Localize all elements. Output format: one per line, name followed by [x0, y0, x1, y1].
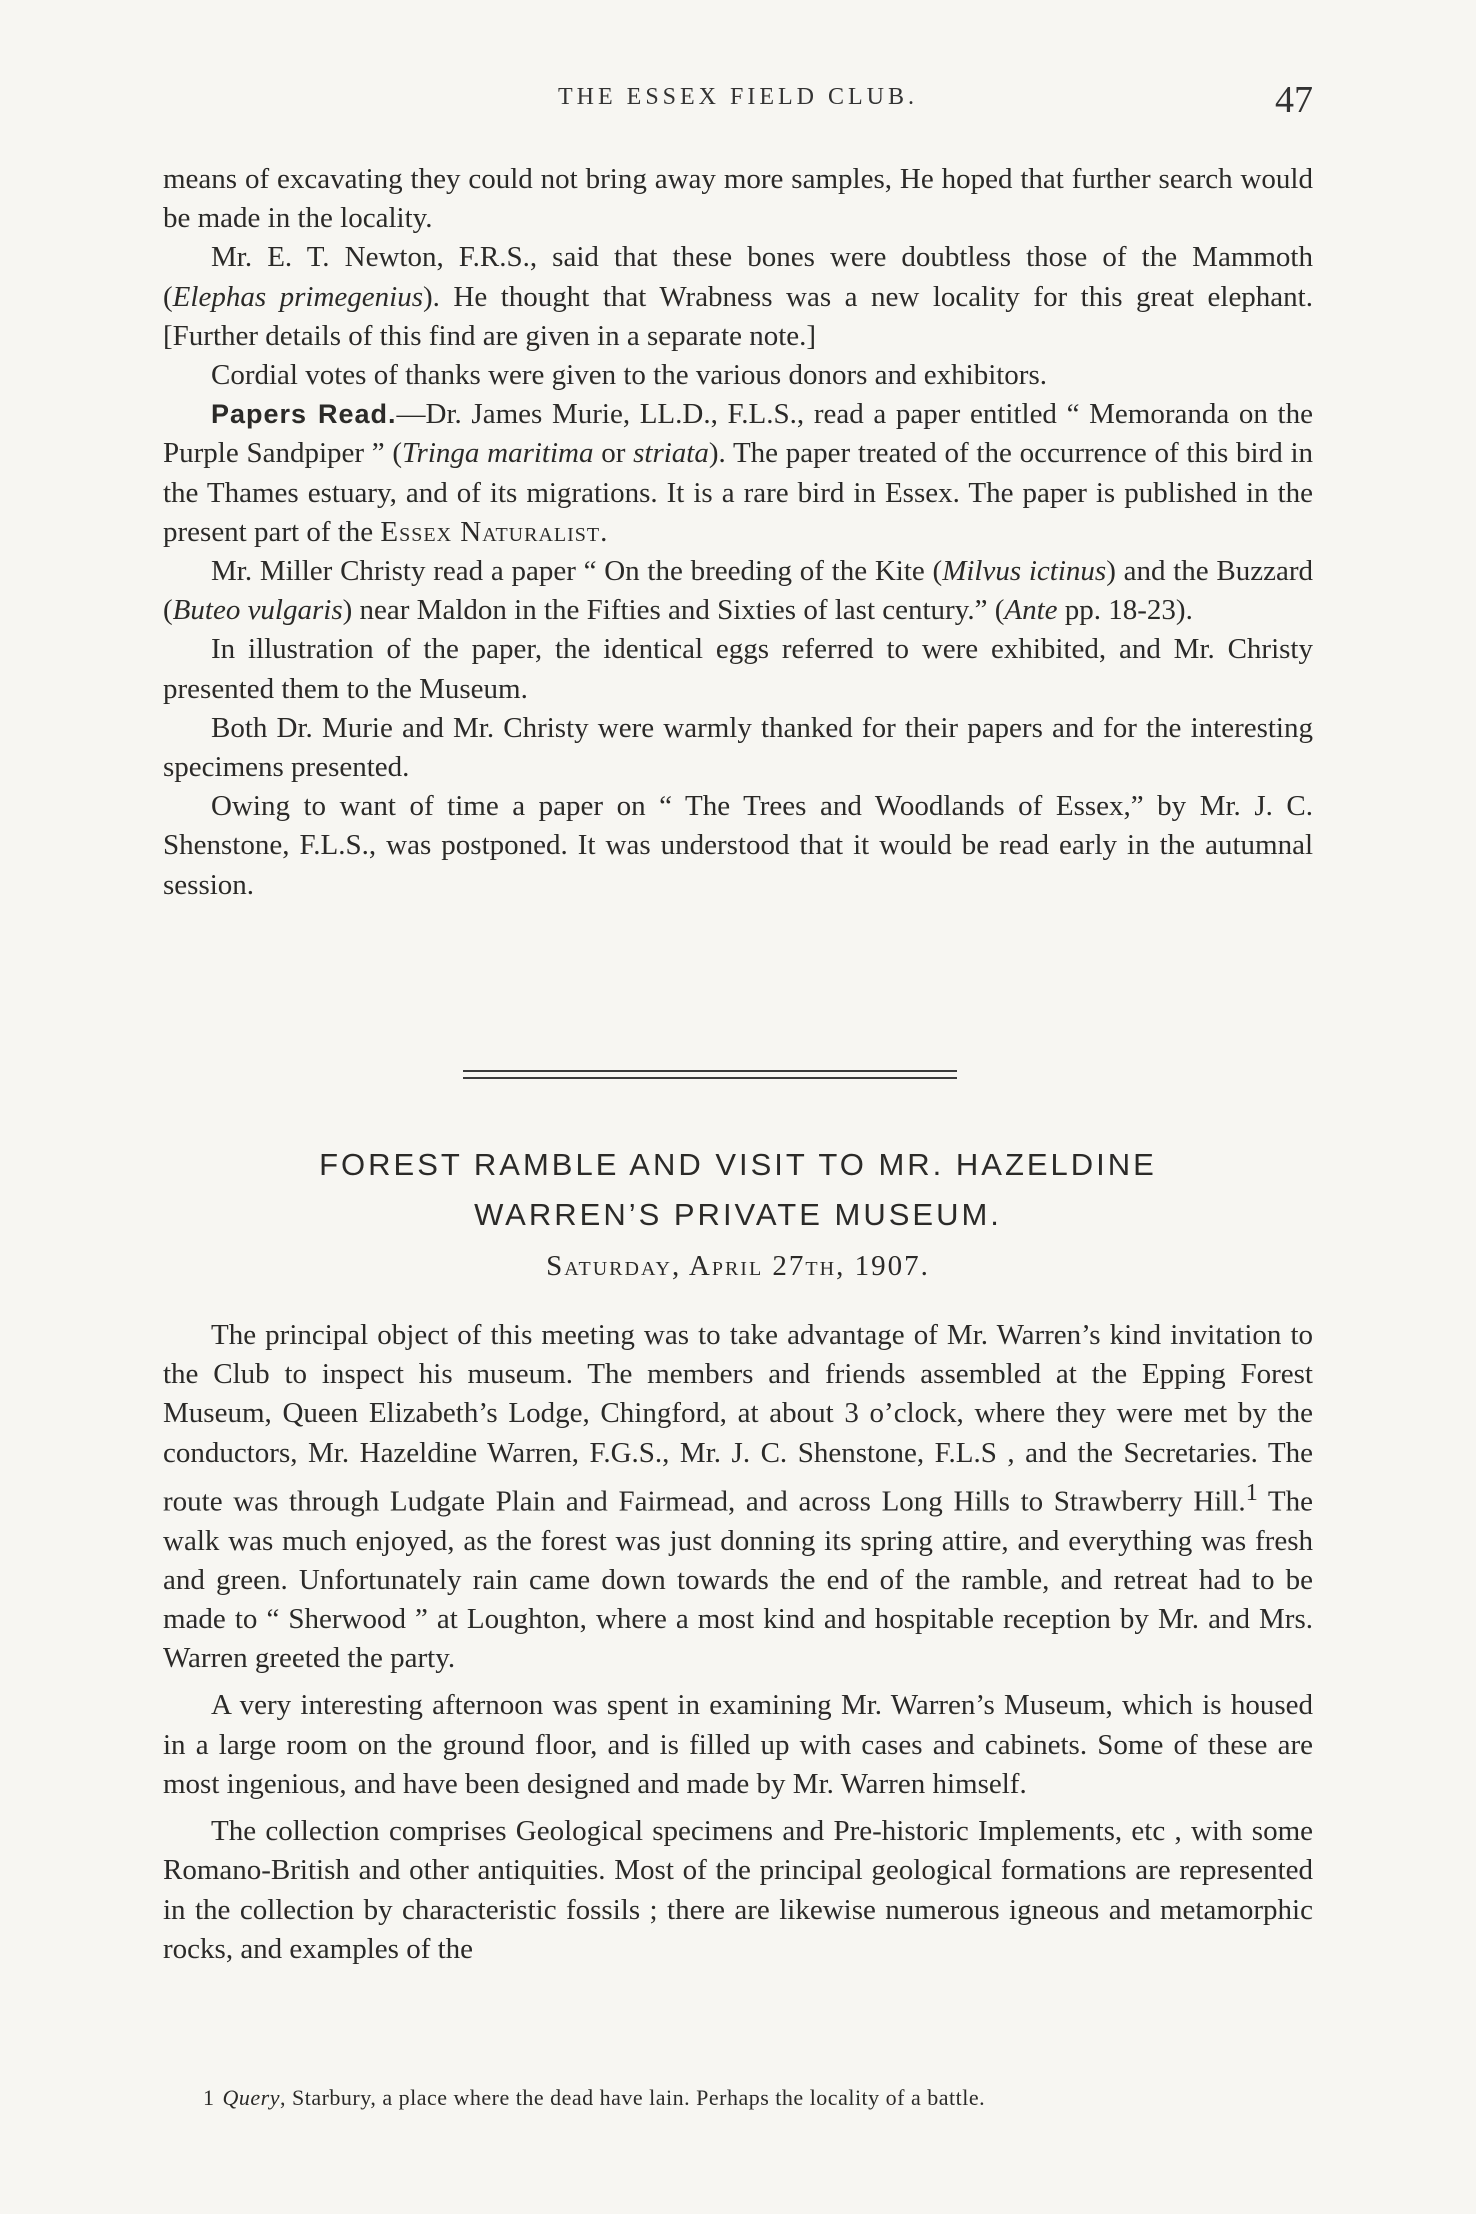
paragraph-museum — [163, 1686, 1313, 1804]
divider-rule-bottom — [463, 1077, 957, 1079]
paragraph-collection — [163, 1812, 1313, 1969]
proceedings-text — [163, 160, 1313, 905]
papers-read-heading: Papers Read. — [211, 399, 397, 430]
paragraph-text: pp. 18-23). — [1057, 594, 1193, 627]
paragraph-text: Owing to want of time a paper on “ The Trees and Woodlands of Essex,” by Mr. J. C. Shenstone, F.L.S., was postponed. It was understood that it would be read early in the autumnal session. — [163, 790, 1313, 901]
paragraph-text: means of excavating they could not bring away more samples, He hoped that further search would be made in the locality. — [163, 163, 1313, 235]
footnote — [163, 2085, 1353, 2111]
footnote-italic: Query — [222, 2085, 280, 2110]
paragraph-thanked — [163, 709, 1313, 787]
section-title-line: WARREN’S PRIVATE MUSEUM. — [474, 1197, 1002, 1232]
paragraph-thanks — [163, 356, 1313, 395]
paragraph-text: Cordial votes of thanks were given to the various donors and exhibitors. — [211, 359, 1048, 392]
species-name: striata — [633, 437, 709, 470]
divider-rule-top — [463, 1070, 957, 1072]
footnote-text: , Starbury, a place where the dead have lain. Perhaps the locality of a battle. — [279, 2085, 986, 2110]
paragraph-text: ) near Maldon in the Fifties and Sixties of last century.” ( — [342, 594, 1005, 627]
meeting-date: Saturday, April 27th, 1907. — [546, 1250, 930, 1282]
paragraph-text: —Dr. James Murie, LL.D., F.L.S., read a paper entitled “ Memoranda on the Purple Sandpiper ” ( — [163, 398, 1313, 470]
section-title — [163, 1140, 1313, 1240]
reference-term: Ante — [1004, 594, 1058, 627]
paragraph-papers-read — [163, 395, 1313, 552]
footnote-number: 1 — [203, 2085, 215, 2110]
paragraph-text: A very interesting afternoon was spent in examining Mr. Warren’s Museum, which is housed in a large room on the ground floor, and is filled up with cases and cabinets. Some of these are most ingenious, and have been designed and made by Mr. Warren himself. — [163, 1689, 1313, 1800]
paragraph-text: or — [593, 437, 634, 470]
running-head: THE ESSEX FIELD CLUB. — [558, 84, 918, 110]
paragraph-ramble — [163, 1316, 1313, 1678]
journal-name: Essex Naturalist. — [380, 515, 609, 548]
paragraph-text: ) and the Buzzard ( — [163, 555, 1313, 627]
paragraph-text: Mr. E. T. Newton, F.R.S., said that these bones were doubtless those of the Mammoth ( — [163, 241, 1313, 313]
paragraph-christy — [163, 552, 1313, 630]
species-name: Elephas primegenius — [172, 280, 423, 313]
paragraph-postponed — [163, 787, 1313, 905]
species-name: Tringa maritima — [402, 437, 594, 470]
paragraph-text: Mr. Miller Christy read a paper “ On the breeding of the Kite ( — [211, 555, 943, 588]
page-number: 47 — [1275, 79, 1313, 121]
paragraph-text: In illustration of the paper, the identical eggs referred to were exhibited, and Mr. Christy presented them to the Museum. — [163, 633, 1313, 705]
footnote-marker: 1 — [1245, 1478, 1258, 1506]
paragraph-text: Both Dr. Murie and Mr. Christy were warmly thanked for their papers and for the interesting specimens presented. — [163, 711, 1313, 784]
species-name: Milvus ictinus — [942, 555, 1107, 588]
paragraph-text: ). The paper treated of the occurrence of this bird in the Thames estuary, and of its migrations. It is a rare bird in Essex. The paper is published in the present part of the — [163, 437, 1313, 548]
section-title-line: FOREST RAMBLE AND VISIT TO MR. HAZELDINE — [319, 1147, 1157, 1182]
paragraph-excavation — [163, 160, 1313, 238]
paragraph-text: The principal object of this meeting was to take advantage of Mr. Warren’s kind invitation to the Club to inspect his museum. The members and friends assembled at the Epping Forest Museum, Queen Elizabeth’s Lodge, Chingford, at about 3 o’clock, where they were met by the conductors, Mr. Hazeldine Warren, F.G.S., Mr. J. C. Shenstone, F.L.S , and the Secretaries. The route was through Ludgate Plain and Fairmead, and across Long Hills to Strawberry Hill. — [163, 1319, 1313, 1518]
paragraph-text: The collection comprises Geological specimens and Pre-historic Implements, etc , with some Romano-British and other antiquities. Most of the principal geological formations are represented in the collection by characteristic fossils ; there are likewise numerous igneous and metamorphic rocks, and examples of the — [163, 1815, 1313, 1965]
ramble-text — [163, 1316, 1313, 1969]
species-name: Buteo vulgaris — [172, 594, 343, 627]
paragraph-text: The walk was much enjoyed, as the forest was just donning its spring attire, and everything was fresh and green. Unfortunately rain came down towards the end of the ramble, and retreat had to be made to “ Sherwood ” at Loughton, where a most kind and hospitable reception by Mr. and Mrs. Warren greeted the party. — [163, 1485, 1314, 1675]
paragraph-illustration — [163, 630, 1313, 708]
paragraph-newton — [163, 238, 1313, 356]
page-header — [163, 78, 1313, 128]
paragraph-text: ). He thought that Wrabness was a new locality for this great elephant. [Further details of this find are given in a separate note.] — [163, 280, 1313, 352]
